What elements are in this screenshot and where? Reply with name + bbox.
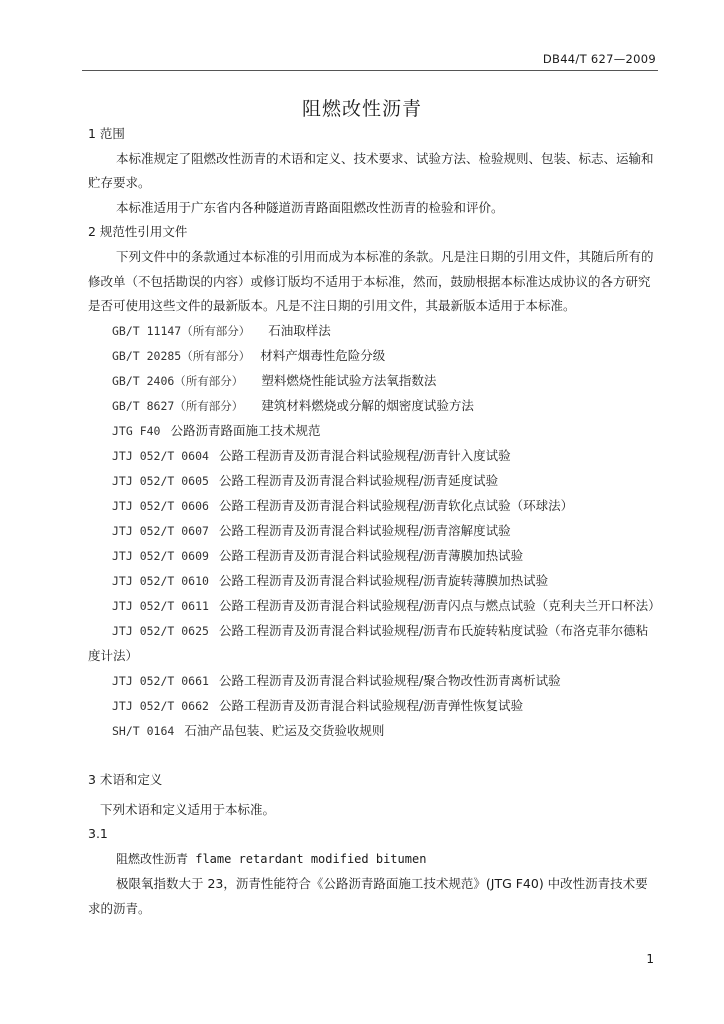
reference-title: 建筑材料燃烧或分解的烟密度试验方法 [261,398,474,413]
reference-title: 公路工程沥青及沥青混合料试验规程/沥青针入度试验 [218,448,511,463]
reference-code: GB/T 20285（所有部分） [112,349,251,363]
section-1-paragraph-1-line-2: 贮存要求。 [88,175,151,190]
section-2-intro-line-2: 修改单（不包括勘误的内容）或修订版均不适用于本标准，然而，鼓励根据本标准达成协议的各方研究 [88,274,651,289]
section-2-heading: 2 规范性引用文件 [88,224,188,239]
reference-item [112,673,561,689]
page-number: 1 [646,952,654,966]
section-1-paragraph-1-line-1: 本标准规定了阻燃改性沥青的术语和定义、技术要求、试验方法、检验规则、包装、标志、运输和 [116,151,654,166]
reference-code: JTJ 052/T 0606 [112,499,209,513]
standard-code: DB44/T 627—2009 [542,52,656,66]
reference-item [112,723,384,739]
reference-title: 公路工程沥青及沥青混合料试验规程/沥青旋转薄膜加热试验 [218,573,549,588]
reference-code: GB/T 11147（所有部分） [112,324,251,338]
reference-title: 塑料燃烧性能试验方法氧指数法 [261,373,437,388]
reference-code: JTJ 052/T 0662 [112,699,209,713]
section-2-intro-line-3: 是否可使用这些文件的最新版本。凡是不注日期的引用文件，其最新版本适用于本标准。 [88,298,576,313]
reference-title: 公路工程沥青及沥青混合料试验规程/沥青溶解度试验 [218,523,511,538]
reference-code: GB/T 8627（所有部分） [112,399,244,413]
term-heading: 阻燃改性沥青 flame retardant modified bitumen [116,852,427,866]
reference-item [112,373,436,389]
header-rule [82,70,658,71]
reference-title: 公路工程沥青及沥青混合料试验规程/沥青弹性恢复试验 [218,698,524,713]
reference-item-continuation [88,648,138,664]
reference-item [112,573,548,589]
section-3-intro: 下列术语和定义适用于本标准。 [100,802,276,817]
reference-item [112,398,474,414]
reference-code: JTG F40 [112,424,161,438]
reference-item [112,448,511,464]
reference-title: 石油取样法 [268,323,331,338]
reference-title: 公路工程沥青及沥青混合料试验规程/沥青薄膜加热试验 [218,548,524,563]
section-2-intro-line-1: 下列文件中的条款通过本标准的引用而成为本标准的条款。凡是注日期的引用文件，其随后所有的 [116,249,654,264]
document-title: 阻燃改性沥青 [301,98,422,120]
term-definition-line-2: 求的沥青。 [88,901,151,916]
reference-code: SH/T 0164 [112,724,175,738]
reference-item [112,523,511,539]
reference-code: JTJ 052/T 0609 [112,549,209,563]
reference-code: JTJ 052/T 0661 [112,674,209,688]
reference-title: 公路工程沥青及沥青混合料试验规程/沥青延度试验 [218,473,499,488]
reference-item [112,598,661,614]
reference-code: JTJ 052/T 0611 [112,599,209,613]
reference-code: JTJ 052/T 0625 [112,624,209,638]
reference-code: JTJ 052/T 0607 [112,524,209,538]
reference-title: 公路工程沥青及沥青混合料试验规程/聚合物改性沥青离析试验 [218,673,561,688]
reference-item [112,698,523,714]
reference-title: 度计法） [88,648,139,663]
reference-code: JTJ 052/T 0610 [112,574,209,588]
reference-title: 公路工程沥青及沥青混合料试验规程/沥青布氏旋转粘度试验（布洛克菲尔德粘 [218,623,649,638]
section-1-paragraph-2: 本标准适用于广东省内各种隧道沥青路面阻燃改性沥青的检验和评价。 [116,200,504,215]
term-definition-line-1: 极限氧指数大于 23，沥青性能符合《公路沥青路面施工技术规范》(JTG F40) 中改性沥青技术要 [116,876,648,891]
reference-title: 公路工程沥青及沥青混合料试验规程/沥青闪点与燃点试验（克利夫兰开口杯法） [218,598,661,613]
section-1-heading: 1 范围 [88,126,125,141]
reference-item [112,423,320,439]
reference-code: JTJ 052/T 0605 [112,474,209,488]
reference-item [112,323,331,339]
reference-item [112,548,523,564]
reference-title: 材料产烟毒性危险分级 [260,348,386,363]
reference-item [112,498,573,514]
reference-item [112,623,648,639]
section-3-heading: 3 术语和定义 [88,772,163,787]
reference-title: 公路工程沥青及沥青混合料试验规程/沥青软化点试验（环球法） [218,498,574,513]
reference-code: JTJ 052/T 0604 [112,449,209,463]
reference-title: 石油产品包装、贮运及交货验收规则 [184,723,385,738]
clause-number: 3.1 [88,826,108,841]
reference-item [112,473,498,489]
reference-title: 公路沥青路面施工技术规范 [170,423,321,438]
reference-item [112,348,385,364]
reference-code: GB/T 2406（所有部分） [112,374,244,388]
